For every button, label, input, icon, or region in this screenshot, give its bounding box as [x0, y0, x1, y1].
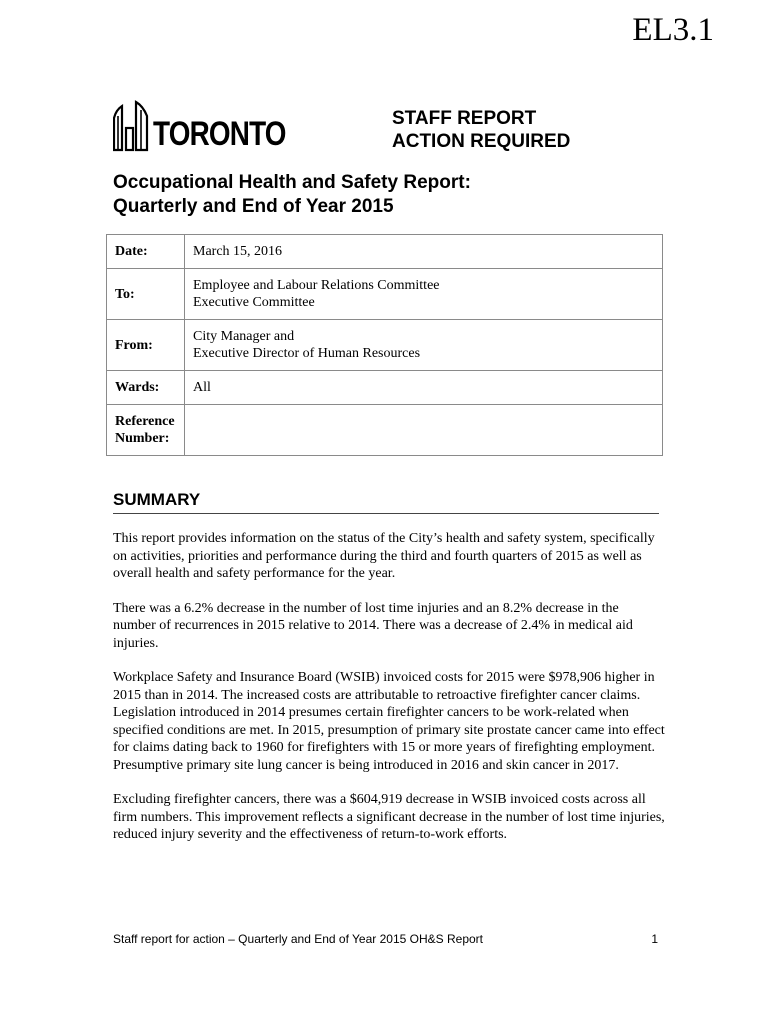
- logo-text: TORONTO: [153, 115, 286, 153]
- from-label: From:: [107, 320, 185, 371]
- to-value-line-2: Executive Committee: [193, 295, 315, 310]
- from-value-line-1: City Manager and: [193, 329, 295, 344]
- to-value-line-1: Employee and Labour Relations Committee: [193, 278, 440, 293]
- date-row: [107, 235, 663, 269]
- reference-row: [107, 405, 663, 456]
- page-number: 1: [651, 932, 658, 946]
- footer-text: Staff report for action – Quarterly and End of Year 2015 OH&S Report: [113, 932, 483, 946]
- date-label: Date:: [107, 235, 185, 269]
- reference-label-line-1: Reference: [115, 414, 175, 429]
- summary-paragraph: Workplace Safety and Insurance Board (WSIB) invoiced costs for 2015 were $978,906 higher in 2015 than in 2014. The increased costs are attributable to retroactive firefighter cancer claims. Legislation introduced in 2014 presumes certain firefighter cancers to be work-related when specified conditions are met. In 2015, presumption of primary site prostate cancer came into effect for claims dating back to 1960 for firefighters with 15 or more years of firefighting employment. Presumptive primary site lung cancer is being introduced in 2016 and skin cancer in 2017.: [113, 670, 665, 773]
- report-type-line-1: STAFF REPORT: [392, 108, 537, 129]
- summary-heading: SUMMARY: [113, 490, 659, 514]
- wards-value: All: [185, 371, 663, 405]
- city-hall-icon: [113, 98, 149, 152]
- reference-label-line-2: Number:: [115, 431, 170, 446]
- to-row: [107, 269, 663, 320]
- wards-row: [107, 371, 663, 405]
- document-id: EL3.1: [632, 12, 714, 48]
- toronto-logo: [113, 96, 315, 152]
- report-type: [392, 107, 570, 153]
- from-row: [107, 320, 663, 371]
- title-line-1: Occupational Health and Safety Report:: [113, 172, 471, 193]
- wards-label: Wards:: [107, 371, 185, 405]
- title-line-2: Quarterly and End of Year 2015: [113, 196, 394, 217]
- from-value-line-2: Executive Director of Human Resources: [193, 346, 421, 361]
- date-value: March 15, 2016: [185, 235, 663, 269]
- report-type-line-2: ACTION REQUIRED: [392, 131, 571, 152]
- to-label: To:: [107, 269, 185, 320]
- summary-paragraph: This report provides information on the status of the City’s health and safety system, specifically on activities, priorities and performance during the third and fourth quarters of 2015 as well as overall health and safety performance for the year.: [113, 531, 655, 581]
- from-value: [185, 320, 663, 371]
- report-title: [113, 171, 673, 219]
- summary-paragraph: Excluding firefighter cancers, there was a $604,919 decrease in WSIB invoiced costs across all firm numbers. This improvement reflects a significant decrease in the number of lost time injuries, reduced injury severity and the effectiveness of return-to-work efforts.: [113, 792, 665, 842]
- summary-body: [113, 530, 665, 861]
- to-value: [185, 269, 663, 320]
- reference-label: [107, 405, 185, 456]
- report-metadata-table: [106, 234, 663, 456]
- reference-value: [185, 405, 663, 456]
- summary-paragraph: There was a 6.2% decrease in the number of lost time injuries and an 8.2% decrease in the number of recurrences in 2015 relative to 2014. There was a decrease of 2.4% in medical aid injuries.: [113, 600, 633, 651]
